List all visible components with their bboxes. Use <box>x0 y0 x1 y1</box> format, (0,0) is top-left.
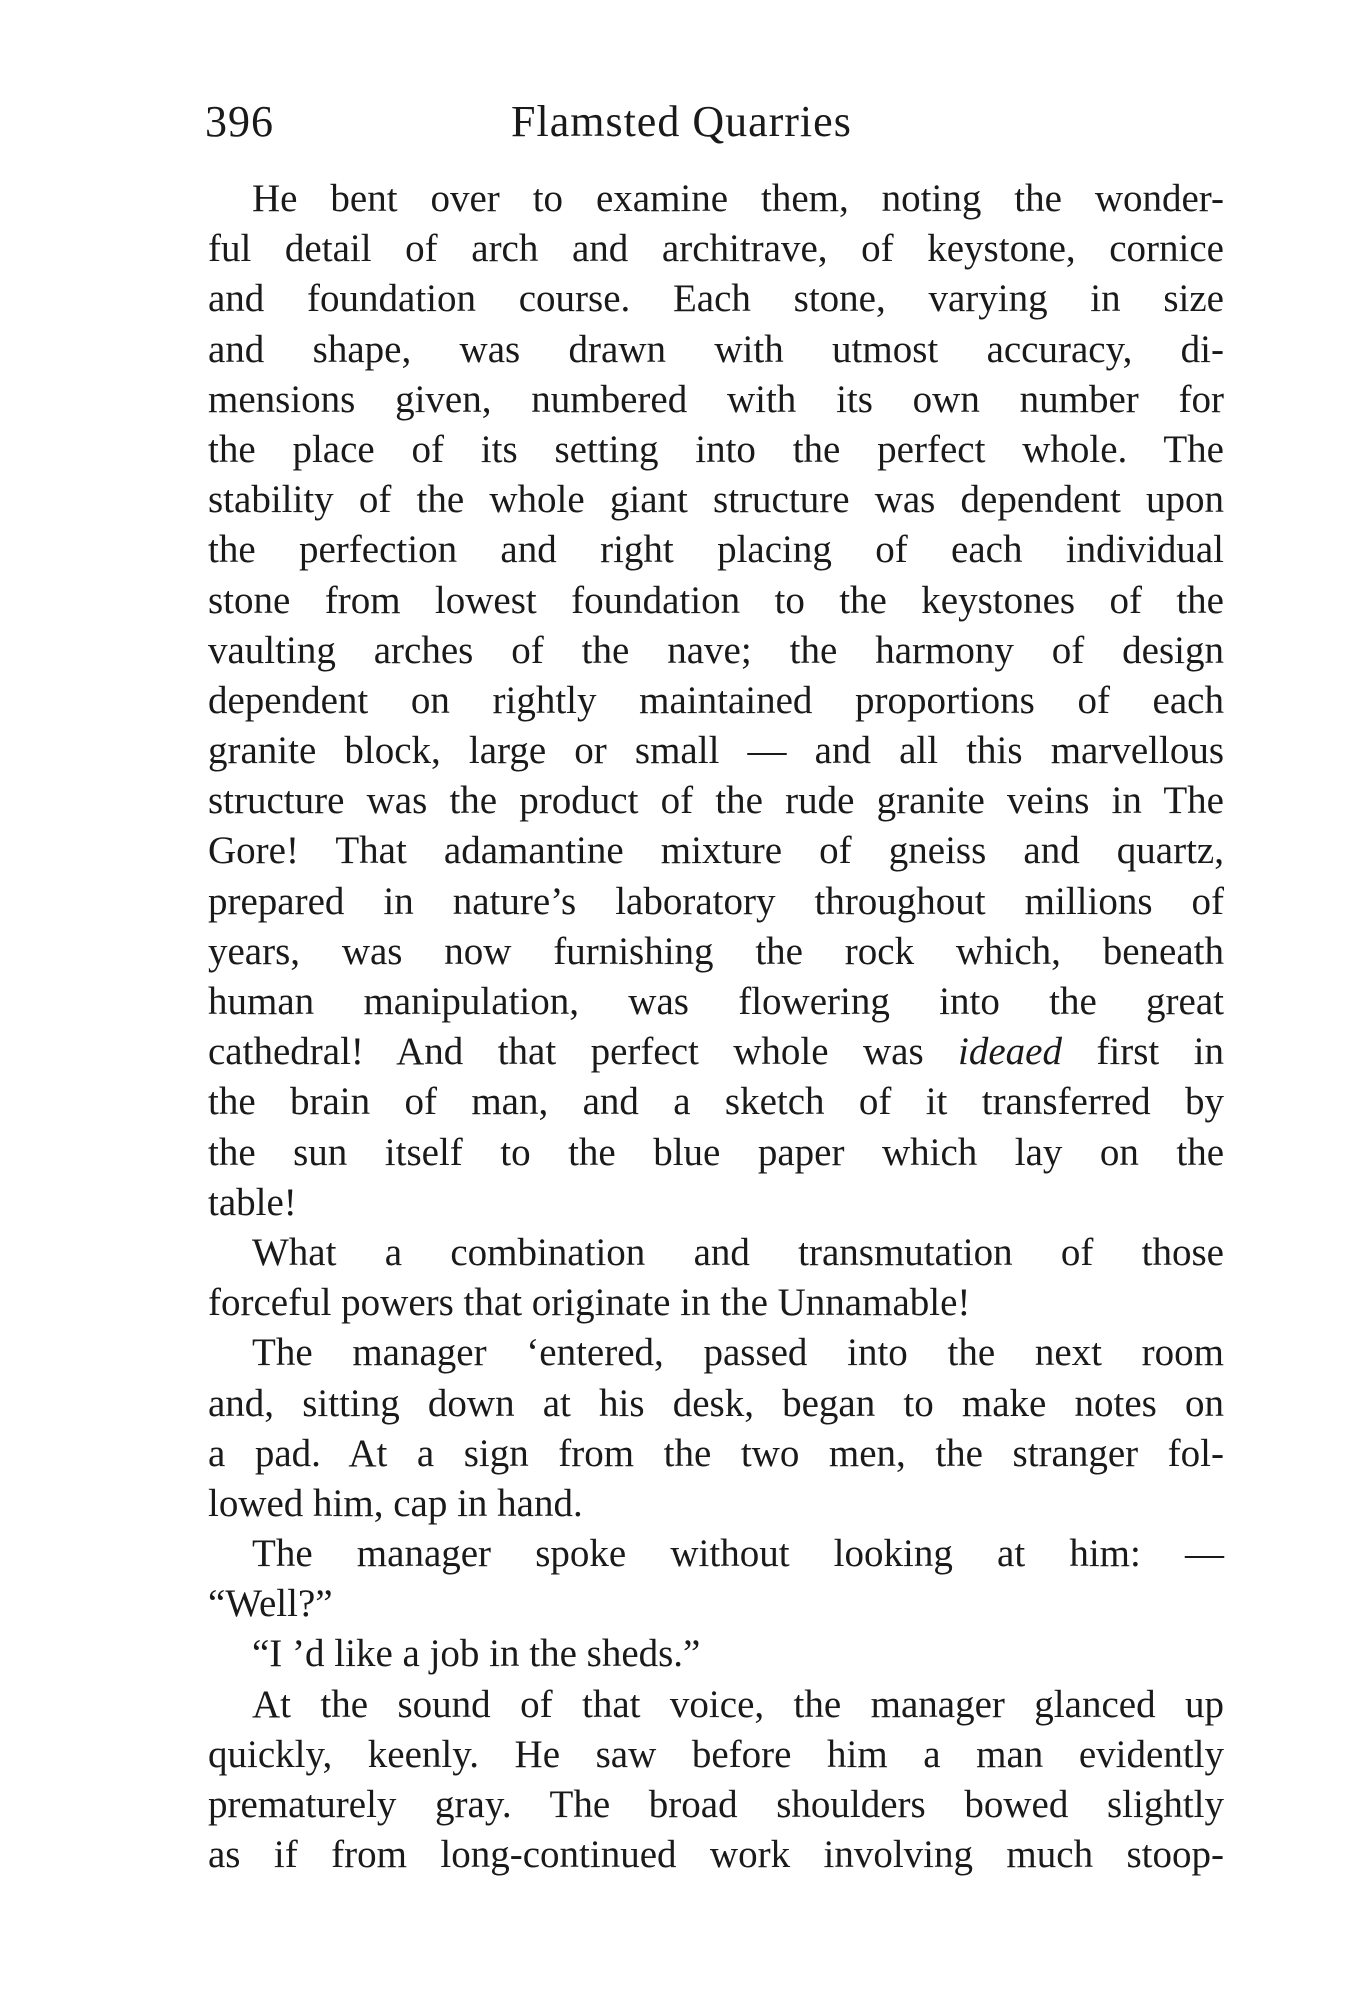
text-line: the perfection and right placing of each individual <box>208 528 1224 572</box>
text-line: “I ’d like a job in the sheds.” <box>252 1632 701 1676</box>
paragraph-4 <box>208 1529 1224 1629</box>
text-line: The manager spoke without looking at him: — <box>252 1532 1224 1576</box>
text-line: forceful powers that originate in the Unnamable! <box>208 1281 971 1325</box>
text-line: What a combination and transmutation of those <box>252 1230 1224 1274</box>
paragraph-1 <box>208 174 1224 1228</box>
text-line: structure was the product of the rude granite veins in The <box>208 779 1224 823</box>
text-segment: cathedral! And that perfect whole was <box>208 1030 959 1074</box>
text-line: The manager ‘entered, passed into the next room <box>252 1331 1224 1375</box>
text-line: mensions given, numbered with its own number for <box>208 377 1224 421</box>
page-number: 396 <box>205 97 274 146</box>
text-line: and, sitting down at his desk, began to make notes on <box>208 1381 1224 1425</box>
text-line: and foundation course. Each stone, varying in size <box>208 277 1224 321</box>
text-line: lowed him, cap in hand. <box>208 1481 583 1525</box>
text-line: Gore! That adamantine mixture of gneiss and quartz, <box>208 829 1224 873</box>
text-line: the place of its setting into the perfect whole. The <box>208 427 1224 471</box>
text-line: vaulting arches of the nave; the harmony of design <box>208 628 1224 672</box>
text-line-with-italic <box>208 1027 1224 1077</box>
text-line: and shape, was drawn with utmost accuracy, di- <box>208 327 1224 371</box>
text-segment: first in <box>1062 1030 1224 1074</box>
paragraph-6 <box>208 1680 1224 1881</box>
italic-word: ideaed <box>958 1030 1062 1074</box>
text-line: At the sound of that voice, the manager glanced up <box>252 1682 1224 1726</box>
text-line: the brain of man, and a sketch of it transferred by <box>208 1080 1224 1124</box>
text-line: prematurely gray. The broad shoulders bowed slightly <box>208 1783 1224 1826</box>
text-line: years, was now furnishing the rock which, beneath <box>208 929 1224 973</box>
text-line: as if from long-continued work involving much stoop- <box>208 1833 1224 1877</box>
text-line: He bent over to examine them, noting the wonder- <box>252 177 1224 220</box>
text-line: quickly, keenly. He saw before him a man evidently <box>208 1732 1224 1776</box>
paragraph-3 <box>208 1328 1224 1529</box>
body-text <box>208 174 1224 1880</box>
text-line: table! <box>208 1180 297 1224</box>
text-line: human manipulation, was flowering into the great <box>208 980 1224 1023</box>
text-line: stability of the whole giant structure was dependent upon <box>208 478 1224 522</box>
running-title: Flamsted Quarries <box>511 97 852 146</box>
text-line: stone from lowest foundation to the keystones of the <box>208 578 1224 622</box>
text-line: granite block, large or small — and all this marvellous <box>208 729 1224 773</box>
text-line: dependent on rightly maintained proportions of each <box>208 678 1224 722</box>
text-line: the sun itself to the blue paper which lay on the <box>208 1130 1224 1174</box>
running-head <box>205 92 1225 152</box>
paragraph-2 <box>208 1228 1224 1328</box>
paragraph-5 <box>208 1629 1224 1679</box>
text-line: a pad. At a sign from the two men, the stranger fol- <box>208 1431 1224 1475</box>
text-line: ful detail of arch and architrave, of keystone, cornice <box>208 227 1224 271</box>
text-line: prepared in nature’s laboratory throughout millions of <box>208 879 1224 923</box>
text-line: “Well?” <box>208 1582 333 1626</box>
